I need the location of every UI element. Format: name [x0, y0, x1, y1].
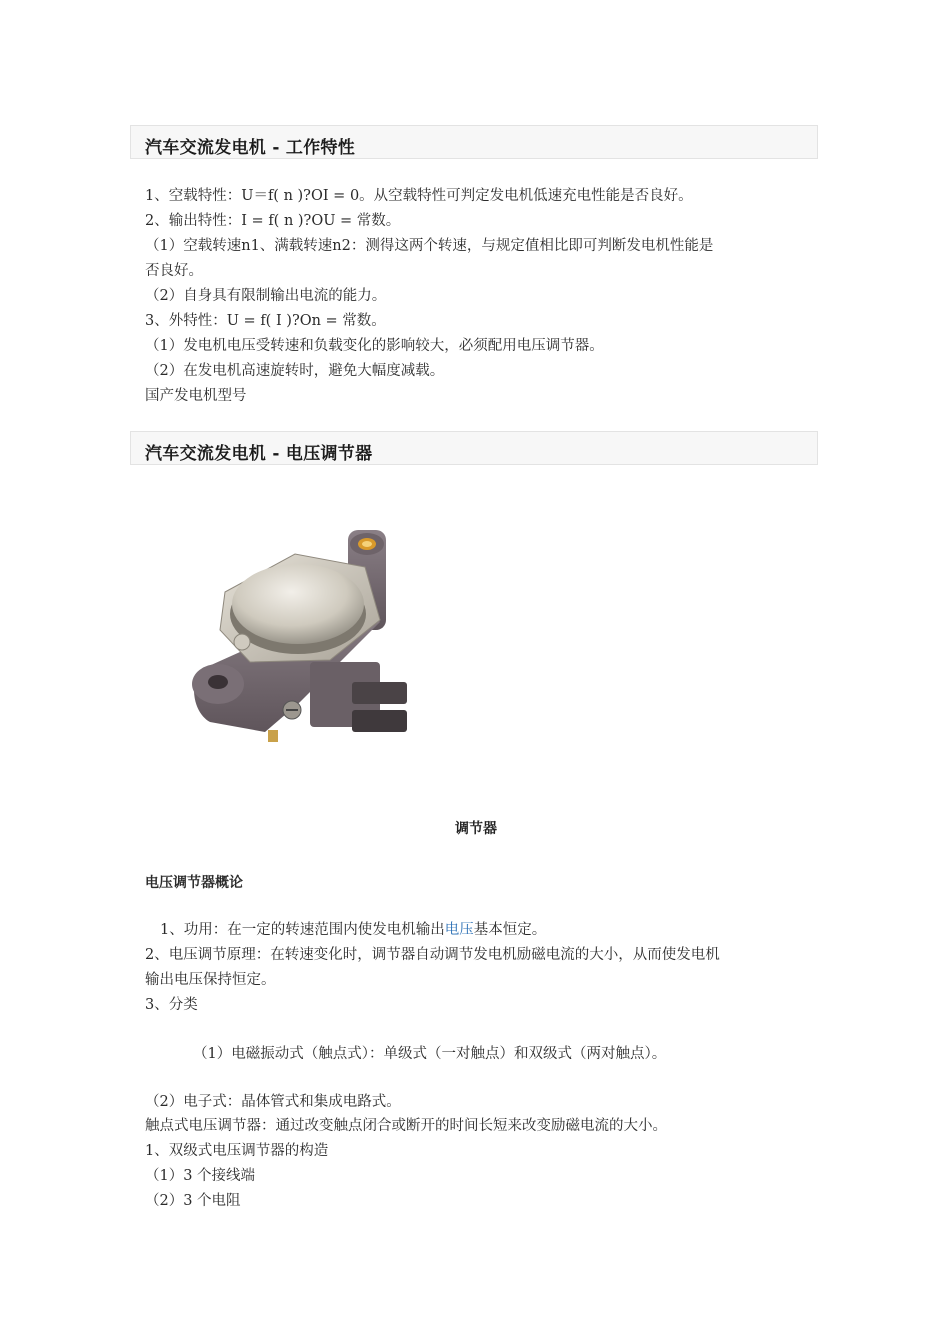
voltage-link[interactable]: 电压 [444, 922, 474, 938]
text-segment: 基本恒定。 [473, 922, 547, 938]
paragraph-line: （1）空载转速n1、满载转速n2：测得这两个转速，与规定值相比即可判断发电机性能是 [145, 238, 714, 254]
paragraph-line: （2）在发电机高速旋转时，避免大幅度减载。 [145, 363, 445, 379]
paragraph-line: （1）3 个接线端 [145, 1168, 256, 1184]
image-caption: 调节器 [455, 821, 497, 837]
section-title: 汽车交流发电机 - 工作特性 [145, 138, 356, 158]
paragraph-line: 否良好。 [145, 263, 203, 279]
paragraph-line: 1、空载特性：U＝f( n )?OI = 0。从空载特性可判定发电机低速充电性能是否良好。 [145, 188, 693, 204]
paragraph-line: 触点式电压调节器：通过改变触点闭合或断开的时间长短来改变励磁电流的大小。 [145, 1118, 667, 1134]
paragraph-line: （2）3 个电阻 [145, 1193, 241, 1209]
paragraph-line [160, 921, 546, 939]
paragraph-line: 输出电压保持恒定。 [145, 972, 276, 988]
paragraph-line: 2、输出特性：I = f( n )?OU = 常数。 [145, 213, 401, 229]
section-header-working-characteristics [130, 125, 818, 159]
voltage-regulator-image [180, 512, 430, 777]
subheading: 电压调节器概论 [145, 875, 243, 891]
section-header-voltage-regulator [130, 431, 818, 465]
paragraph-line: 1、双级式电压调节器的构造 [145, 1143, 329, 1159]
paragraph-line: 2、电压调节原理：在转速变化时，调节器自动调节发电机励磁电流的大小，从而使发电机 [145, 947, 720, 963]
paragraph-line: 3、分类 [145, 997, 198, 1013]
paragraph-line: （2）自身具有限制输出电流的能力。 [145, 288, 387, 304]
text-segment: 1、功用：在一定的转速范围内使发电机输出 [160, 922, 445, 938]
section-title: 汽车交流发电机 - 电压调节器 [145, 444, 373, 464]
paragraph-line: 3、外特性：U = f( I )?On = 常数。 [145, 313, 386, 329]
paragraph-line: 国产发电机型号 [145, 388, 247, 404]
paragraph-line: （1）电磁振动式（触点式）：单级式（一对触点）和双级式（两对触点）。 [193, 1046, 667, 1062]
paragraph-line: （1）发电机电压受转速和负载变化的影响较大，必须配用电压调节器。 [145, 338, 604, 354]
paragraph-line: （2）电子式：晶体管式和集成电路式。 [145, 1094, 401, 1110]
